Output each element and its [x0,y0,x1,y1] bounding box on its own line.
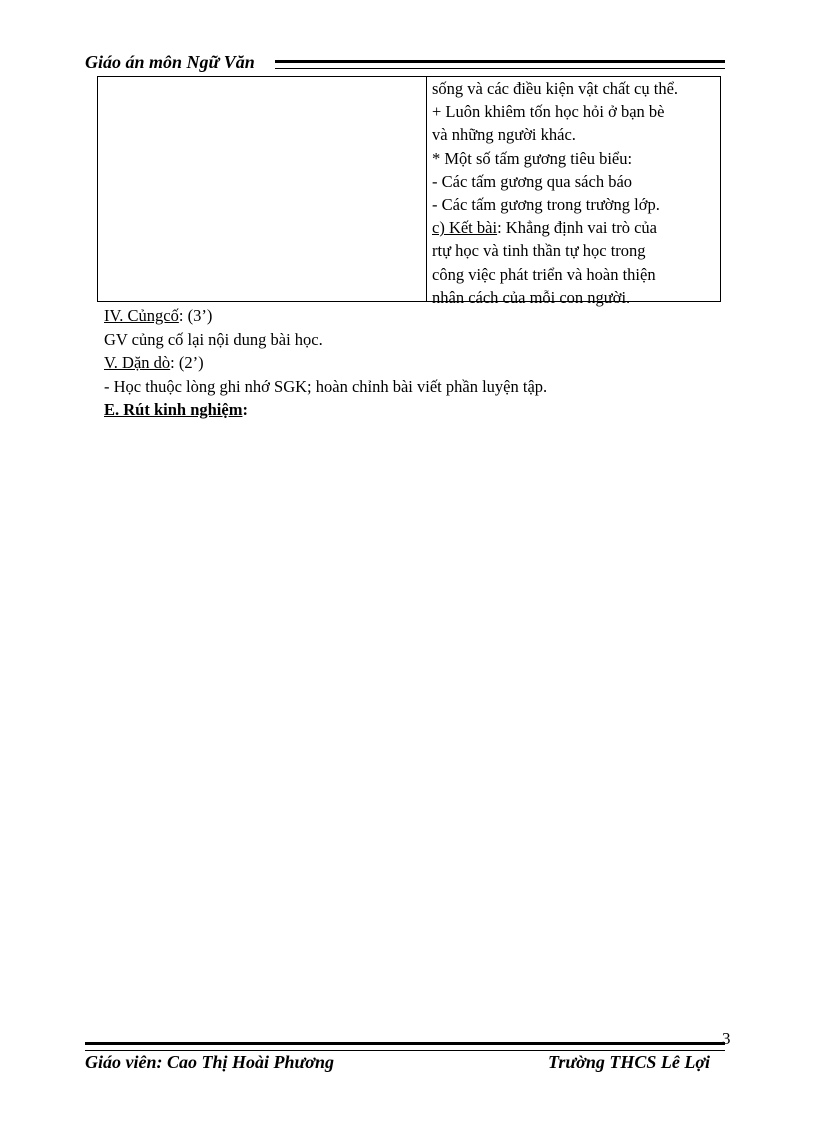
lesson-body [104,304,547,422]
danhdo-label: V. Dặn dò [104,353,171,372]
page-header [85,52,725,76]
rut-kinh-nghiem-heading [104,398,547,422]
table-right-cell [432,77,720,309]
table-line: + Luôn khiêm tốn học hỏi ở bạn bè [432,102,665,122]
footer-teacher: Giáo viên: Cao Thị Hoài Phương [85,1052,334,1072]
table-line: công việc phát triển và hoàn thiện [432,264,656,284]
table-line: - Các tấm gương qua sách báo [432,171,633,191]
footer-school: Trường THCS Lê Lợi [548,1052,710,1072]
content-table [97,76,721,307]
danhdo-time: : (2’) [170,353,204,372]
danhdo-heading [104,351,547,375]
header-title: Giáo án môn Ngữ Văn [85,52,255,72]
table-line: * Một số tấm gương tiêu biểu: [432,148,633,168]
table-line: rtự học và tinh thần tự học trong [432,241,646,261]
table-line: sống và các điều kiện vật chất cụ thể. [432,79,679,98]
rut-kinh-nghiem-colon: : [242,400,248,419]
page-number: 3 [722,1029,731,1048]
table-column-divider [426,77,427,301]
cungco-time: : (3’) [178,306,213,325]
header-double-rule [275,60,725,69]
footer-double-rule [85,1042,725,1051]
table-line: nhân cách của mỗi con người. [432,287,631,307]
cungco-label: IV. Củngcố [104,306,179,325]
cungco-heading [104,304,547,328]
ket-bai-text: : Khẳng định vai trò của [497,218,657,238]
ket-bai-line [432,216,720,239]
table-line: - Các tấm gương trong trường lớp. [432,195,660,215]
danhdo-text: - Học thuộc lòng ghi nhớ SGK; hoàn chỉnh bài viết phần luyện tập. [104,376,548,396]
ket-bai-label: c) Kết bài [432,218,498,238]
cungco-text: GV củng cố lại nội dung bài học. [104,329,323,349]
table-line: và những người khác. [432,125,576,145]
rut-kinh-nghiem-label: E. Rút kinh nghiệm [104,400,243,419]
